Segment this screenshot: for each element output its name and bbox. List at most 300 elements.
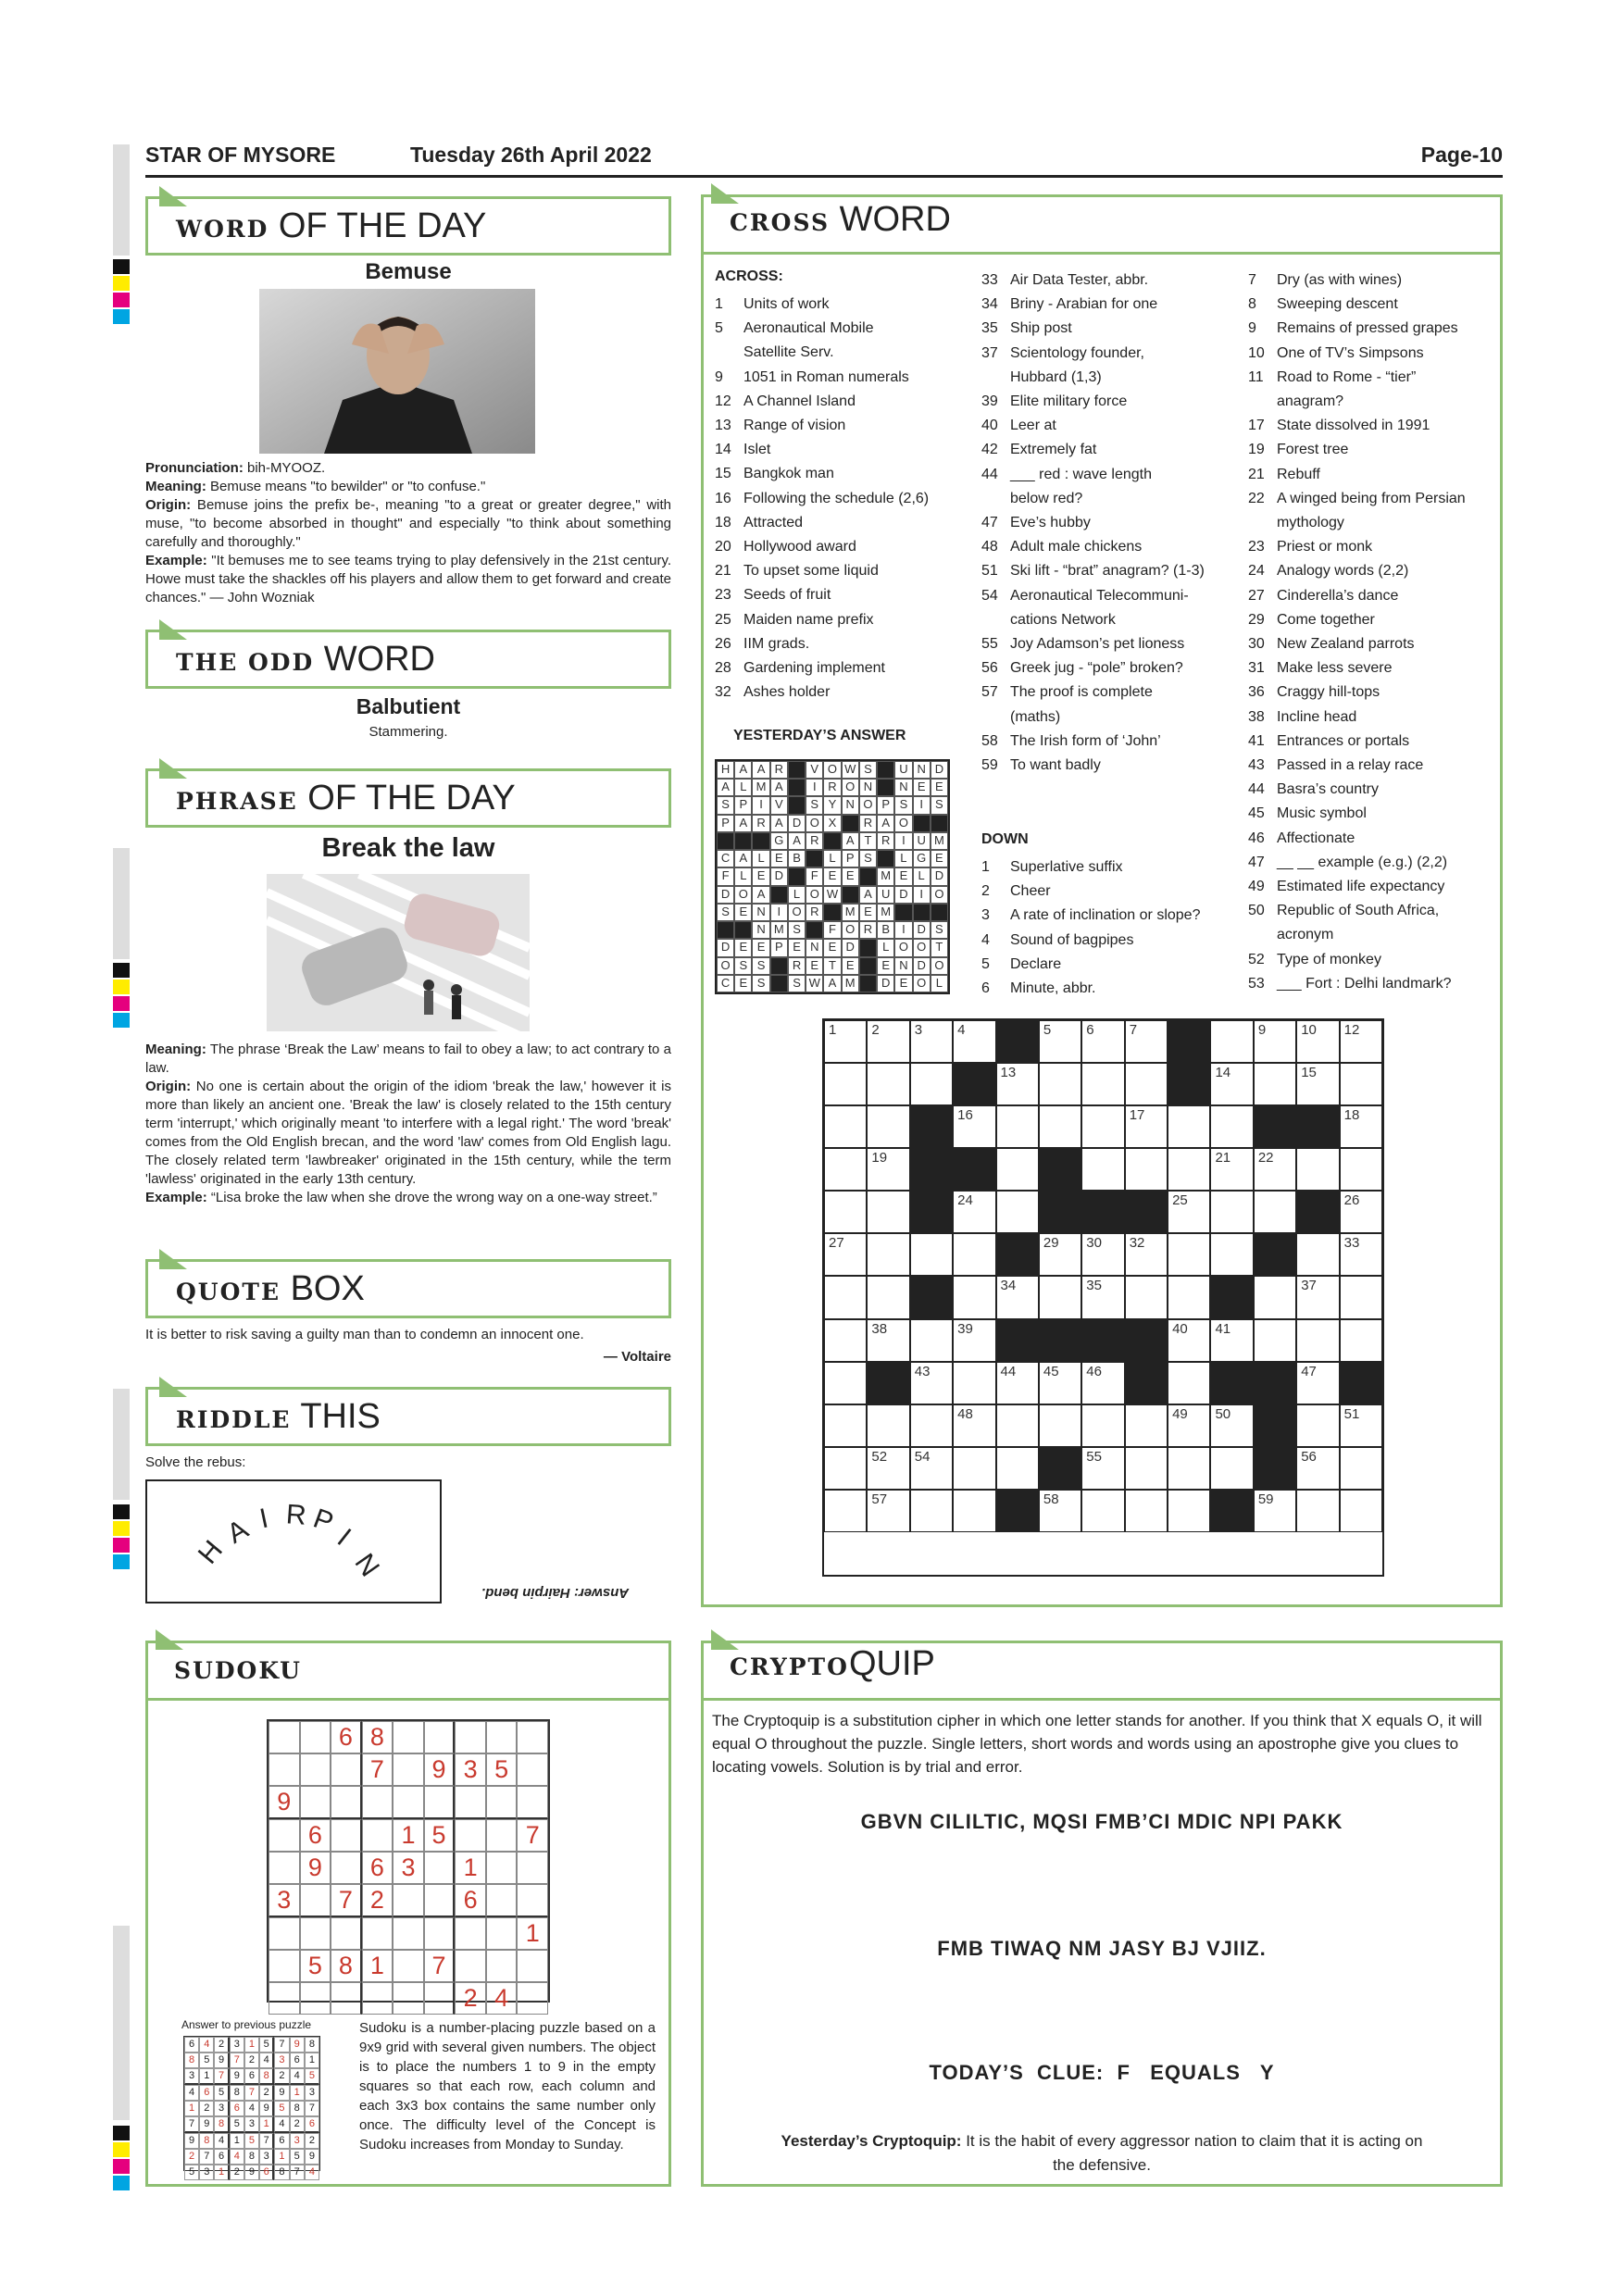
sudoku-cell[interactable] xyxy=(517,1982,548,2015)
crossword-cell[interactable] xyxy=(1340,1020,1382,1063)
crossword-cell[interactable] xyxy=(1168,1447,1210,1490)
cell-number: 10 xyxy=(1301,1022,1317,1038)
sudoku-cell: 1 xyxy=(455,1852,486,1884)
crossword-cell[interactable] xyxy=(1296,1063,1339,1105)
sudoku-cell[interactable] xyxy=(362,1982,394,2015)
clue-number: 36 xyxy=(1248,684,1265,701)
sudoku-cell[interactable] xyxy=(300,1721,331,1753)
sudoku-cell[interactable] xyxy=(517,1721,548,1753)
crossword-cell[interactable] xyxy=(1340,1148,1382,1191)
sudoku-cell[interactable] xyxy=(486,1819,518,1852)
sudoku-cell[interactable] xyxy=(393,1917,424,1950)
answer-cell: 6 xyxy=(244,2068,259,2085)
previous-answer-label: Answer to previous puzzle xyxy=(181,2018,312,2031)
answer-cell: 6 xyxy=(184,2037,199,2053)
clue-number: 46 xyxy=(1248,830,1265,846)
black-square xyxy=(996,1020,1039,1063)
sudoku-cell[interactable] xyxy=(517,1786,548,1819)
crossword-cell[interactable] xyxy=(1254,1020,1296,1063)
crossword-cell[interactable] xyxy=(824,1148,867,1191)
clue-number: 27 xyxy=(1248,587,1265,604)
crossword-cell[interactable] xyxy=(953,1490,995,1532)
crossword-cell[interactable] xyxy=(1340,1404,1382,1447)
sudoku-cell[interactable] xyxy=(331,1786,362,1819)
answer-cell: 7 xyxy=(244,2085,259,2101)
answer-cell: 4 xyxy=(259,2053,274,2068)
clue-text: Air Data Tester, abbr. xyxy=(1010,272,1149,288)
rebus-letter: P xyxy=(309,1503,338,1539)
page-number: Page-10 xyxy=(1420,143,1503,167)
clue-number: 52 xyxy=(1248,951,1265,967)
clue-text: Leer at xyxy=(1010,418,1056,434)
sudoku-cell[interactable] xyxy=(300,1982,331,2015)
crossword-cell[interactable] xyxy=(1125,1447,1168,1490)
answer-cell: B xyxy=(877,921,894,939)
sudoku-cell[interactable] xyxy=(362,1786,394,1819)
riddle-answer: Answer: Hairpin bend. xyxy=(481,1585,630,1601)
clue-text: Sweeping descent xyxy=(1277,296,1398,313)
sudoku-cell[interactable] xyxy=(517,1884,548,1917)
sudoku-cell[interactable] xyxy=(331,1852,362,1884)
clue-text: Aeronautical Mobile xyxy=(743,320,874,337)
black-square xyxy=(1340,1362,1382,1404)
clue-text: One of TV’s Simpsons xyxy=(1277,344,1424,361)
answer-cell: 3 xyxy=(244,2116,259,2133)
answer-cell: A xyxy=(823,975,841,992)
crossword-cell[interactable] xyxy=(824,1490,867,1532)
clue-text: Music symbol xyxy=(1277,805,1367,822)
answer-cell: 3 xyxy=(259,2149,274,2165)
crossword-cell[interactable] xyxy=(1168,1105,1210,1148)
crossword-cell[interactable] xyxy=(1254,1063,1296,1105)
crossword-cell[interactable] xyxy=(1081,1490,1124,1532)
black-square xyxy=(1039,1191,1081,1233)
answer-cell: S xyxy=(931,796,948,814)
sudoku-cell[interactable] xyxy=(393,1786,424,1819)
clue-text: Forest tree xyxy=(1277,442,1349,458)
answer-cell: 9 xyxy=(230,2068,244,2085)
crossword-cell[interactable] xyxy=(1125,1148,1168,1191)
crossword-cell[interactable] xyxy=(1081,1362,1124,1404)
crossword-cell[interactable] xyxy=(953,1404,995,1447)
clue-row xyxy=(1248,463,1498,487)
crossword-cell[interactable] xyxy=(1296,1447,1339,1490)
answer-cell: 9 xyxy=(244,2165,259,2180)
answer-cell: F xyxy=(717,867,734,885)
crossword-cell[interactable] xyxy=(1125,1020,1168,1063)
crossword-cell[interactable] xyxy=(910,1490,953,1532)
crossword-cell[interactable] xyxy=(824,1276,867,1318)
clue-number xyxy=(981,608,1010,632)
sudoku-cell[interactable] xyxy=(424,1786,456,1819)
crossword-cell[interactable] xyxy=(1210,1404,1253,1447)
crossword-cell[interactable] xyxy=(1081,1404,1124,1447)
crossword-cell[interactable] xyxy=(1039,1063,1081,1105)
crossword-cell[interactable] xyxy=(996,1362,1039,1404)
crossword-cell[interactable] xyxy=(1125,1063,1168,1105)
sudoku-cell: 5 xyxy=(486,1753,518,1786)
crossword-cell[interactable] xyxy=(1168,1191,1210,1233)
crossword-cell[interactable] xyxy=(1168,1233,1210,1276)
clue-row xyxy=(1248,414,1498,438)
crossword-cell[interactable] xyxy=(867,1063,909,1105)
crossword-cell[interactable] xyxy=(1168,1319,1210,1362)
crossword-cell[interactable] xyxy=(1340,1276,1382,1318)
crossword-cell[interactable] xyxy=(1254,1490,1296,1532)
sudoku-cell[interactable] xyxy=(424,1884,456,1917)
crossword-cell[interactable] xyxy=(824,1063,867,1105)
crossword-cell[interactable] xyxy=(1254,1148,1296,1191)
sudoku-cell: 7 xyxy=(517,1819,548,1852)
crossword-cell[interactable] xyxy=(1039,1020,1081,1063)
clue-text: Maiden name prefix xyxy=(743,611,874,628)
clue-number: 5 xyxy=(981,955,990,972)
crossword-cell[interactable] xyxy=(953,1191,995,1233)
cell-number: 16 xyxy=(957,1107,973,1124)
crossword-cell[interactable] xyxy=(910,1404,953,1447)
answer-cell: 4 xyxy=(244,2101,259,2116)
answer-cell: O xyxy=(842,921,859,939)
clue-text: Seeds of fruit xyxy=(743,587,831,604)
clue-text: Come together xyxy=(1277,611,1375,628)
clue-row xyxy=(715,390,965,414)
crossword-cell[interactable] xyxy=(1210,1105,1253,1148)
crossword-cell[interactable] xyxy=(1296,1362,1339,1404)
crossword-cell[interactable] xyxy=(867,1447,909,1490)
cell-number: 51 xyxy=(1343,1405,1360,1422)
sudoku-cell[interactable] xyxy=(331,1917,362,1950)
crossword-cell[interactable] xyxy=(953,1233,995,1276)
answer-cell: 5 xyxy=(184,2165,199,2180)
sudoku-cell[interactable] xyxy=(269,1950,300,1982)
sudoku-cell[interactable] xyxy=(269,1982,300,2015)
crossword-cell[interactable] xyxy=(1081,1105,1124,1148)
crossword-cell[interactable] xyxy=(1340,1490,1382,1532)
sudoku-cell[interactable] xyxy=(393,1950,424,1982)
sudoku-cell[interactable] xyxy=(455,1917,486,1950)
crossword-cell[interactable] xyxy=(1254,1319,1296,1362)
answer-cell: O xyxy=(859,796,877,814)
reg-cyan xyxy=(113,2176,130,2190)
crossword-cell[interactable] xyxy=(1125,1233,1168,1276)
cell-number: 2 xyxy=(871,1022,880,1038)
cell-number: 34 xyxy=(1000,1278,1017,1294)
word-of-day-word: Bemuse xyxy=(365,259,452,284)
answer-cell: 2 xyxy=(305,2133,319,2149)
crossword-cell[interactable] xyxy=(1168,1362,1210,1404)
grey-strip xyxy=(113,848,130,959)
down-heading: DOWN xyxy=(981,831,1029,847)
crossword-cell[interactable] xyxy=(1210,1233,1253,1276)
clue-row xyxy=(981,317,1241,341)
black-square xyxy=(788,761,806,779)
crossword-cell[interactable] xyxy=(1168,1276,1210,1318)
clue-number: 25 xyxy=(715,611,731,628)
crossword-cell[interactable] xyxy=(1296,1233,1339,1276)
crossword-cell[interactable] xyxy=(867,1105,909,1148)
black-square xyxy=(1254,1105,1296,1148)
crossword-cell[interactable] xyxy=(953,1105,995,1148)
publication-name: STAR OF MYSORE xyxy=(145,143,336,167)
crossword-cell[interactable] xyxy=(910,1020,953,1063)
reg-magenta xyxy=(113,996,130,1011)
sudoku-cell[interactable] xyxy=(424,1852,456,1884)
crossword-cell[interactable] xyxy=(1125,1404,1168,1447)
answer-cell: 5 xyxy=(290,2149,305,2165)
crossword-cell[interactable] xyxy=(910,1447,953,1490)
answer-cell: R xyxy=(877,832,894,850)
sudoku-cell[interactable] xyxy=(331,1819,362,1852)
clue-row xyxy=(1248,584,1498,608)
crossword-cell[interactable] xyxy=(824,1233,867,1276)
clue-text: cations Network xyxy=(1010,611,1116,628)
clue-number: 5 xyxy=(715,320,723,337)
sudoku-cell[interactable] xyxy=(300,1786,331,1819)
crossword-cell[interactable] xyxy=(1168,1490,1210,1532)
sudoku-cell[interactable] xyxy=(486,1721,518,1753)
crossword-cell[interactable] xyxy=(824,1319,867,1362)
word-of-day-body: Pronunciation: bih-MYOOZ. Meaning: Bemuse means "to bewilder" or "to confuse." Origin: Bemuse joins the prefix be-, meaning "to a great or greater degree," with muse, "to become absorbed in thought" and especially "to think about something carefully and thoroughly." Example: "It bemuses me to see teams trying to play defensively in the 21st century. Howe must take the shackles off his players and allow them to get forward and create chances." — John Wozniak xyxy=(145,460,671,605)
phrase-title-box xyxy=(145,768,671,828)
crossword-cell[interactable] xyxy=(1340,1105,1382,1148)
answer-cell: 7 xyxy=(305,2101,319,2116)
crossword-cell[interactable] xyxy=(996,1276,1039,1318)
sudoku-cell[interactable] xyxy=(424,1721,456,1753)
clue-row xyxy=(981,929,1241,953)
crossword-cell[interactable] xyxy=(910,1319,953,1362)
crossword-cell[interactable] xyxy=(953,1447,995,1490)
answer-cell: 3 xyxy=(274,2053,289,2068)
crossword-cell[interactable] xyxy=(1039,1362,1081,1404)
sudoku-cell[interactable] xyxy=(517,1753,548,1786)
answer-cell: O xyxy=(913,939,931,956)
crossword-cell[interactable] xyxy=(953,1020,995,1063)
sudoku-cell[interactable] xyxy=(455,1786,486,1819)
answer-cell: 2 xyxy=(244,2053,259,2068)
crossword-cell[interactable] xyxy=(824,1020,867,1063)
sudoku-cell[interactable] xyxy=(486,1852,518,1884)
crossword-cell[interactable] xyxy=(1081,1020,1124,1063)
crossword-title: CROSS WORD xyxy=(730,200,951,239)
answer-cell: O xyxy=(734,886,752,904)
sudoku-cell[interactable] xyxy=(269,1819,300,1852)
sudoku-cell[interactable] xyxy=(517,1950,548,1982)
crossword-cell[interactable] xyxy=(824,1105,867,1148)
crossword-cell[interactable] xyxy=(1340,1319,1382,1362)
cell-number: 13 xyxy=(1000,1065,1017,1081)
crossword-cell[interactable] xyxy=(867,1020,909,1063)
sudoku-cell[interactable] xyxy=(455,1950,486,1982)
cell-number: 22 xyxy=(1257,1150,1274,1167)
crossword-cell[interactable] xyxy=(996,1404,1039,1447)
sudoku-cell[interactable] xyxy=(486,1917,518,1950)
answer-cell: T xyxy=(823,957,841,975)
answer-cell: E xyxy=(823,939,841,956)
sudoku-cell[interactable] xyxy=(300,1884,331,1917)
sudoku-cell[interactable] xyxy=(300,1917,331,1950)
crossword-cell[interactable] xyxy=(1254,1276,1296,1318)
crossword-cell[interactable] xyxy=(1340,1447,1382,1490)
answer-cell: R xyxy=(752,815,769,832)
answer-cell: M xyxy=(842,975,859,992)
crossword-cell[interactable] xyxy=(996,1148,1039,1191)
crossword-cell[interactable] xyxy=(996,1063,1039,1105)
black-square xyxy=(1125,1191,1168,1233)
crossword-cell[interactable] xyxy=(1210,1191,1253,1233)
sudoku-cell[interactable] xyxy=(269,1753,300,1786)
sudoku-cell[interactable] xyxy=(393,1753,424,1786)
sudoku-cell[interactable] xyxy=(362,1819,394,1852)
sudoku-cell: 5 xyxy=(424,1819,456,1852)
answer-cell: E xyxy=(734,975,752,992)
sudoku-cell[interactable] xyxy=(424,1917,456,1950)
crossword-cell[interactable] xyxy=(910,1063,953,1105)
crossword-cell[interactable] xyxy=(953,1276,995,1318)
rebus-box xyxy=(145,1479,442,1603)
crossword-cell[interactable] xyxy=(1340,1191,1382,1233)
sudoku-cell[interactable] xyxy=(393,1721,424,1753)
cell-number: 4 xyxy=(957,1022,966,1038)
crossword-cell[interactable] xyxy=(824,1191,867,1233)
crossword-cell[interactable] xyxy=(1296,1490,1339,1532)
sudoku-cell[interactable] xyxy=(269,1917,300,1950)
clue-row xyxy=(715,487,965,511)
crossword-cell[interactable] xyxy=(953,1319,995,1362)
crossword-cell[interactable] xyxy=(996,1105,1039,1148)
crossword-cell[interactable] xyxy=(1039,1276,1081,1318)
crossword-cell[interactable] xyxy=(867,1148,909,1191)
crossword-cell[interactable] xyxy=(996,1447,1039,1490)
crossword-cell[interactable] xyxy=(867,1276,909,1318)
crossword-cell[interactable] xyxy=(1081,1276,1124,1318)
crossword-cell[interactable] xyxy=(824,1447,867,1490)
answer-cell: R xyxy=(806,832,823,850)
black-square xyxy=(953,1063,995,1105)
clue-row xyxy=(1248,899,1498,923)
crossword-cell[interactable] xyxy=(996,1191,1039,1233)
crossword-cell[interactable] xyxy=(1340,1233,1382,1276)
answer-cell: E xyxy=(931,779,948,796)
answer-cell: O xyxy=(894,939,912,956)
clue-number xyxy=(715,341,743,365)
answer-cell: O xyxy=(717,957,734,975)
crossword-cell[interactable] xyxy=(1039,1105,1081,1148)
crossword-cell[interactable] xyxy=(1081,1148,1124,1191)
crossword-cell[interactable] xyxy=(1254,1191,1296,1233)
black-square xyxy=(823,832,841,850)
crossword-cell[interactable] xyxy=(953,1362,995,1404)
answer-cell: H xyxy=(717,761,734,779)
crossword-cell[interactable] xyxy=(1210,1319,1253,1362)
crossword-cell[interactable] xyxy=(1296,1404,1339,1447)
crossword-cell[interactable] xyxy=(1081,1063,1124,1105)
rebus-letter: A xyxy=(221,1514,254,1550)
sudoku-description: Sudoku is a number-placing puzzle based on a 9x9 grid with several given numbers. The object is to place the numbers 1 to 9 in the empty squares so that each row, each column and each 3x3 box contains the same number only once. The difficulty level of the Concept is Sudoku increases from Monday to Sunday. xyxy=(359,2020,656,2152)
crossword-cell[interactable] xyxy=(867,1490,909,1532)
black-square xyxy=(867,1362,909,1404)
sudoku-cell[interactable] xyxy=(362,1917,394,1950)
sudoku-cell[interactable] xyxy=(393,1982,424,2015)
sudoku-cell[interactable] xyxy=(455,1721,486,1753)
across-clues xyxy=(715,293,965,705)
sudoku-cell[interactable] xyxy=(331,1753,362,1786)
answer-cell: S xyxy=(859,850,877,867)
sudoku-cell[interactable] xyxy=(269,1721,300,1753)
crossword-cell[interactable] xyxy=(1125,1276,1168,1318)
crossword-cell[interactable] xyxy=(867,1233,909,1276)
crossword-cell[interactable] xyxy=(1081,1233,1124,1276)
answer-cell: Y xyxy=(823,796,841,814)
crossword-cell[interactable] xyxy=(867,1191,909,1233)
crossword-cell[interactable] xyxy=(910,1362,953,1404)
sudoku-cell[interactable] xyxy=(393,1884,424,1917)
black-square xyxy=(1296,1191,1339,1233)
sudoku-cell[interactable] xyxy=(455,1819,486,1852)
crossword-cell[interactable] xyxy=(1210,1063,1253,1105)
answer-cell: R xyxy=(859,921,877,939)
crossword-cell[interactable] xyxy=(1125,1105,1168,1148)
answer-cell: 4 xyxy=(305,2165,319,2180)
crossword-cell[interactable] xyxy=(867,1404,909,1447)
crossword-cell[interactable] xyxy=(1340,1063,1382,1105)
crossword-cell[interactable] xyxy=(1039,1404,1081,1447)
answer-cell: 1 xyxy=(214,2165,229,2180)
black-square xyxy=(910,1105,953,1148)
sudoku-cell[interactable] xyxy=(486,1950,518,1982)
crossword-cell[interactable] xyxy=(1296,1276,1339,1318)
sudoku-cell[interactable] xyxy=(486,1884,518,1917)
sudoku-cell[interactable] xyxy=(424,1982,456,2015)
sudoku-cell[interactable] xyxy=(331,1982,362,2015)
crossword-cell[interactable] xyxy=(1168,1404,1210,1447)
black-square xyxy=(806,921,823,939)
crossword-cell[interactable] xyxy=(1296,1319,1339,1362)
crossword-cell[interactable] xyxy=(1210,1447,1253,1490)
sudoku-cell[interactable] xyxy=(486,1786,518,1819)
answer-cell: F xyxy=(806,867,823,885)
answer-cell: O xyxy=(913,975,931,992)
crossword-cell[interactable] xyxy=(867,1319,909,1362)
crossword-cell[interactable] xyxy=(824,1362,867,1404)
answer-cell: E xyxy=(894,867,912,885)
sudoku-cell[interactable] xyxy=(269,1852,300,1884)
crossword-cell[interactable] xyxy=(1210,1148,1253,1191)
clue-row xyxy=(715,680,965,705)
crossword-cell[interactable] xyxy=(1296,1148,1339,1191)
crossword-cell[interactable] xyxy=(824,1404,867,1447)
answer-cell: S xyxy=(717,796,734,814)
crossword-cell[interactable] xyxy=(1296,1020,1339,1063)
crossword-cell[interactable] xyxy=(1168,1148,1210,1191)
crossword-cell[interactable] xyxy=(1039,1233,1081,1276)
yesterday-answer-heading: YESTERDAY’S ANSWER xyxy=(733,728,906,743)
clue-number: 10 xyxy=(1248,344,1265,361)
crossword-cell[interactable] xyxy=(1039,1490,1081,1532)
crossword-cell[interactable] xyxy=(1125,1490,1168,1532)
clue-row xyxy=(981,414,1241,438)
sudoku-cell[interactable] xyxy=(517,1852,548,1884)
clue-row xyxy=(715,366,965,390)
clue-number: 54 xyxy=(981,587,998,604)
crossword-cell[interactable] xyxy=(1081,1447,1124,1490)
sudoku-cell[interactable] xyxy=(300,1753,331,1786)
crossword-cell[interactable] xyxy=(1210,1020,1253,1063)
crossword-cell[interactable] xyxy=(910,1233,953,1276)
clue-text: Dry (as with wines) xyxy=(1277,272,1403,288)
clue-number: 15 xyxy=(715,466,731,482)
black-square xyxy=(770,957,788,975)
clue-number: 29 xyxy=(1248,611,1265,628)
